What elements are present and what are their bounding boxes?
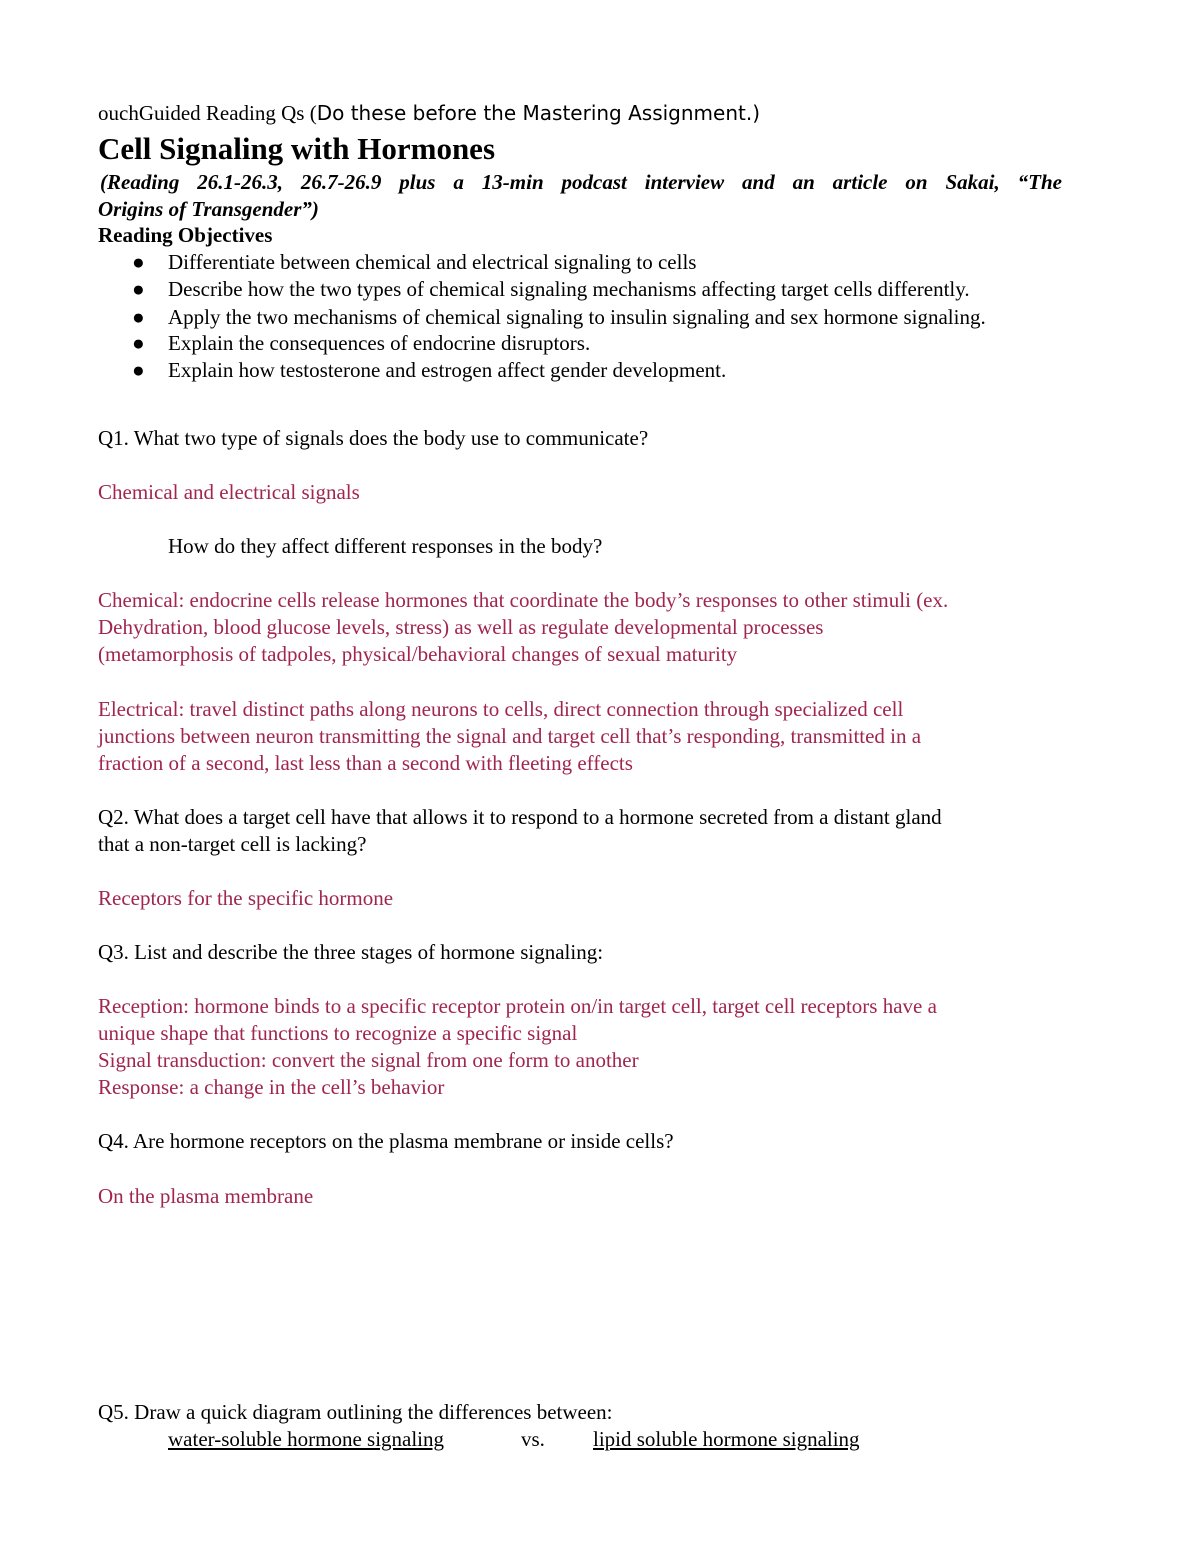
q1-followup: How do they affect different responses in the body? xyxy=(168,534,603,558)
bullet-icon: ● xyxy=(132,305,145,329)
page-title: Cell Signaling with Hormones xyxy=(98,131,496,166)
q1-electrical-line: fraction of a second, last less than a second with fleeting effects xyxy=(98,751,633,775)
objective-item: Explain the consequences of endocrine disruptors. xyxy=(168,331,591,355)
objective-item: Explain how testosterone and estrogen affect gender development. xyxy=(168,358,727,382)
header-note: Do these before the Mastering Assignment.) xyxy=(316,101,761,125)
objective-item: Apply the two mechanisms of chemical signaling to insulin signaling and sex hormone signaling. xyxy=(168,305,986,329)
bullet-icon: ● xyxy=(132,358,145,382)
objective-item: Differentiate between chemical and electrical signaling to cells xyxy=(168,250,697,274)
q2-question-line: Q2. What does a target cell have that allows it to respond to a hormone secreted from a distant gland xyxy=(98,805,942,829)
q1-electrical-line: junctions between neuron transmitting the signal and target cell that’s responding, transmitted in a xyxy=(98,724,922,748)
objective-item: Describe how the two types of chemical signaling mechanisms affecting target cells differently. xyxy=(168,277,970,301)
q1-answer: Chemical and electrical signals xyxy=(98,480,360,504)
q1-chemical-line: Chemical: endocrine cells release hormones that coordinate the body’s responses to other stimuli (ex. xyxy=(98,588,949,612)
q5-right-label: lipid soluble hormone signaling xyxy=(593,1427,860,1451)
q3-question: Q3. List and describe the three stages of hormone signaling: xyxy=(98,940,604,964)
q4-answer: On the plasma membrane xyxy=(98,1184,314,1208)
citation-line-2: Origins of Transgender”) xyxy=(98,197,319,221)
bullet-icon: ● xyxy=(132,277,145,301)
q1-chemical-line: Dehydration, blood glucose levels, stress) as well as regulate developmental processes xyxy=(98,615,824,639)
q2-answer: Receptors for the specific hormone xyxy=(98,886,394,910)
q4-question: Q4. Are hormone receptors on the plasma membrane or inside cells? xyxy=(98,1129,674,1153)
q5-left-label: water-soluble hormone signaling xyxy=(168,1427,445,1451)
q1-electrical-line: Electrical: travel distinct paths along neurons to cells, direct connection through specialized cell xyxy=(98,697,904,721)
q5-question: Q5. Draw a quick diagram outlining the differences between: xyxy=(98,1400,613,1424)
q3-answer-line: Signal transduction: convert the signal from one form to another xyxy=(98,1048,639,1072)
bullet-icon: ● xyxy=(132,331,145,355)
q1-chemical-line: (metamorphosis of tadpoles, physical/behavioral changes of sexual maturity xyxy=(98,642,738,666)
q3-answer-line: Response: a change in the cell’s behavior xyxy=(98,1075,445,1099)
q3-answer-line: unique shape that functions to recognize a specific signal xyxy=(98,1021,578,1045)
q3-answer-line: Reception: hormone binds to a specific receptor protein on/in target cell, target cell receptors have a xyxy=(98,994,937,1018)
q5-vs: vs. xyxy=(521,1427,545,1451)
bullet-icon: ● xyxy=(132,250,145,274)
citation-line-1: (Reading 26.1-26.3, 26.7-26.9 plus a 13-min podcast interview and an article on Sakai, “The xyxy=(100,170,1062,194)
q1-question: Q1. What two type of signals does the body use to communicate? xyxy=(98,426,649,450)
objectives-heading: Reading Objectives xyxy=(98,223,273,247)
header-line xyxy=(98,100,760,127)
q2-question-line: that a non-target cell is lacking? xyxy=(98,832,367,856)
header-prefix: ouchGuided Reading Qs ( xyxy=(98,101,317,125)
